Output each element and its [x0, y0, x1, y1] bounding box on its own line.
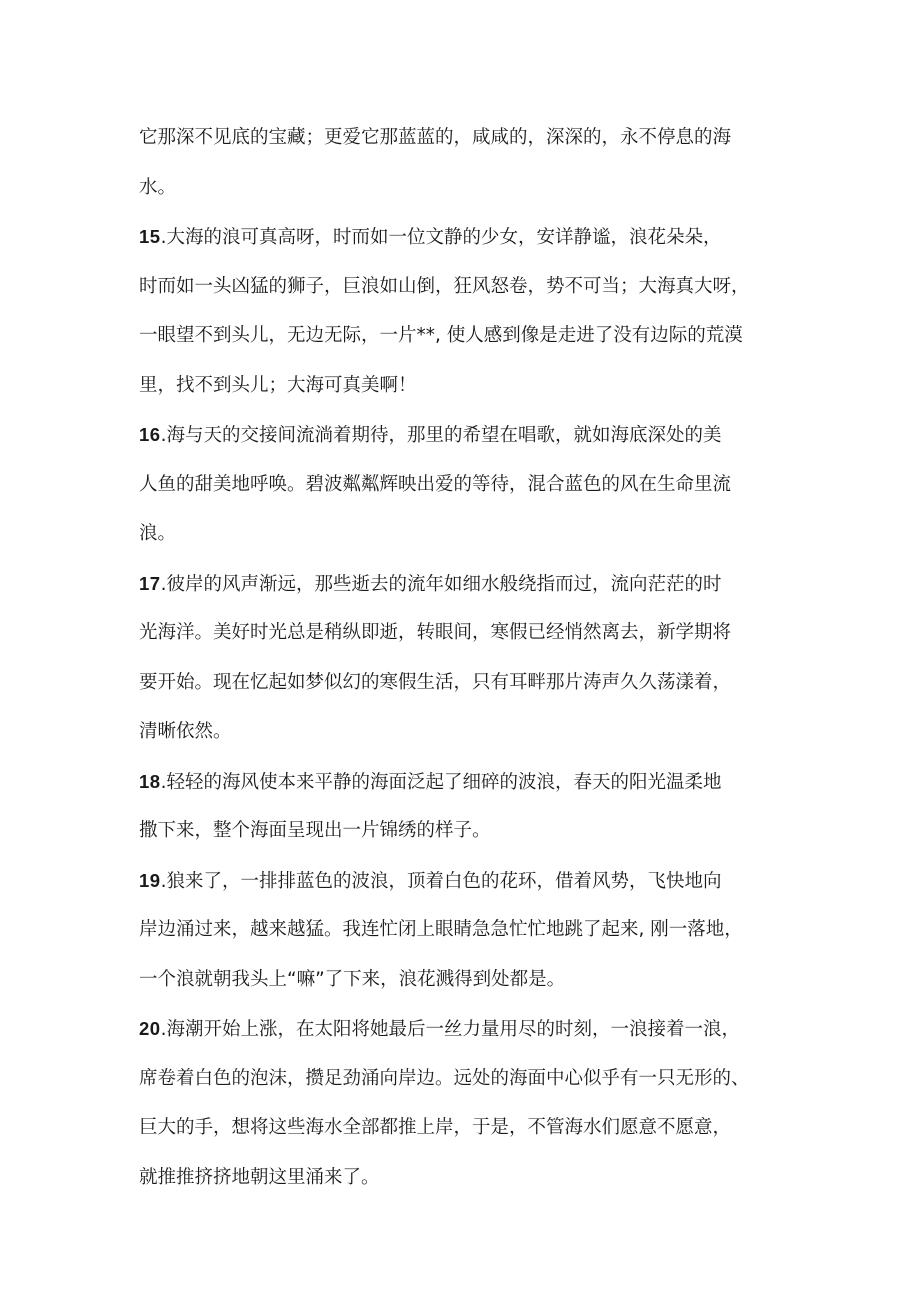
- paragraph-number: 18: [139, 770, 161, 792]
- line-text: 席卷着白色的泡沫，攒足劲涌向岸边。远处的海面中心似乎有一只无形的、: [139, 1067, 750, 1089]
- text-line: [139, 1103, 799, 1153]
- text-line: [139, 608, 799, 658]
- paragraph-number: 16: [139, 424, 161, 445]
- line-text: 清晰依然。: [139, 721, 232, 742]
- text-line: [139, 163, 799, 213]
- line-text: 人鱼的甜美地呼唤。碧波粼粼辉映出爱的等待，混合蓝色的风在生命里流: [139, 473, 732, 495]
- line-text: 光海洋。美好时光总是稍纵即逝，转眼间，寒假已经悄然离去，新学期将: [139, 622, 732, 643]
- line-text: .彼岸的风声渐远，那些逝去的流年如细水般绕指而过，流向茫茫的时: [160, 573, 722, 595]
- paragraph-number: 19: [139, 869, 161, 891]
- text-line: [139, 658, 799, 708]
- text-line: [139, 410, 799, 460]
- text-line: [139, 1153, 799, 1203]
- paragraph-number: 15: [139, 226, 161, 247]
- text-line: [139, 806, 799, 856]
- text-line: [139, 707, 799, 757]
- line-text: .狼来了，一排排蓝色的波浪，顶着白色的花环，借着风势，飞快地向: [160, 870, 722, 892]
- line-text: 撒下来，整个海面呈现出一片锦绣的样子。: [139, 820, 491, 841]
- line-text: 一个浪就朝我头上“嘛”了下来，浪花溅得到处都是。: [139, 968, 566, 990]
- line-text: 要开始。现在忆起如梦似幻的寒假生活，只有耳畔那片涛声久久荡漾着，: [139, 671, 732, 693]
- text-line: [139, 113, 799, 163]
- paragraph: [139, 212, 799, 410]
- line-text: 浪。: [139, 523, 177, 544]
- line-text: 就推推挤挤地朝这里涌来了。: [139, 1166, 380, 1188]
- line-text: .轻轻的海风使本来平静的海面泛起了细碎的波浪，春天的阳光温柔地: [160, 771, 722, 793]
- paragraph: [139, 1004, 799, 1202]
- line-text: .海潮开始上涨，在太阳将她最后一丝力量用尽的时刻，一浪接着一浪，: [160, 1019, 740, 1040]
- paragraph: [139, 113, 799, 212]
- text-line: [139, 559, 799, 609]
- text-line: [139, 361, 799, 411]
- text-line: [139, 262, 799, 312]
- text-line: [139, 856, 799, 906]
- document-body: [139, 113, 799, 1202]
- line-text: 里，找不到头儿；大海可真美啊！: [139, 374, 417, 396]
- line-text: 时而如一头凶猛的狮子，巨浪如山倒，狂风怒卷，势不可当；大海真大呀，: [139, 275, 750, 297]
- text-line: [139, 1004, 799, 1054]
- text-line: [139, 460, 799, 510]
- paragraph: [139, 559, 799, 757]
- text-line: [139, 1054, 799, 1104]
- text-line: [139, 955, 799, 1005]
- paragraph: [139, 410, 799, 559]
- line-text: .海与天的交接间流淌着期待，那里的希望在唱歌，就如海底深处的美: [160, 425, 722, 446]
- line-text: 它那深不见底的宝藏；更爱它那蓝蓝的，咸咸的，深深的，永不停息的海: [139, 127, 732, 148]
- text-line: [139, 212, 799, 262]
- text-line: [139, 311, 799, 361]
- line-text: 一眼望不到头儿，无边无际，一片**, 使人感到像是走进了没有边际的荒漠: [139, 325, 743, 346]
- paragraph-number: 17: [139, 572, 161, 594]
- line-text: .大海的浪可真高呀，时而如一位文静的少女，安详静谧，浪花朵朵，: [160, 227, 722, 248]
- paragraph: [139, 757, 799, 856]
- paragraph-number: 20: [139, 1018, 161, 1039]
- paragraph: [139, 856, 799, 1005]
- line-text: 巨大的手，想将这些海水全部都推上岸，于是，不管海水们愿意不愿意，: [139, 1117, 732, 1138]
- text-line: [139, 509, 799, 559]
- line-text: 水。: [139, 176, 177, 198]
- text-line: [139, 905, 799, 955]
- text-line: [139, 757, 799, 807]
- line-text: 岸边涌过来，越来越猛。我连忙闭上眼睛急急忙忙地跳了起来, 刚一落地，: [139, 919, 743, 940]
